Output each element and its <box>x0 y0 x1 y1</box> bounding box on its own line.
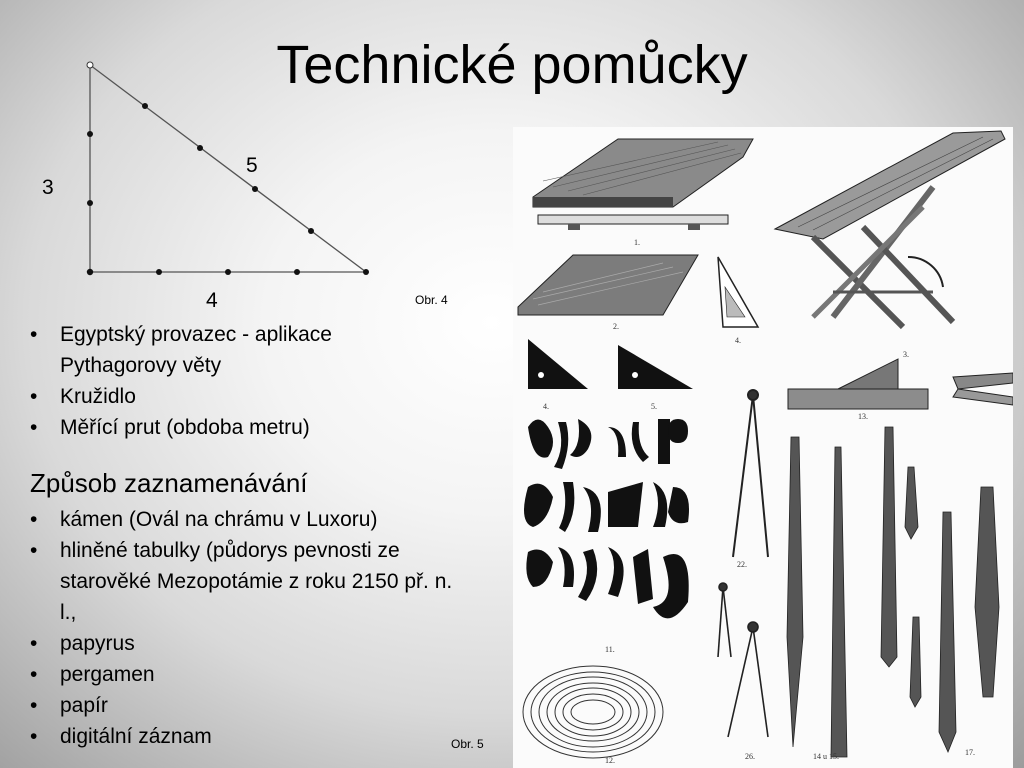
plate-label: 11. <box>605 645 615 654</box>
svg-text:4.: 4. <box>543 402 549 411</box>
ruling-pen-icon <box>787 427 999 757</box>
list-item: • kámen (Ovál na chrámu v Luxoru) <box>28 504 458 535</box>
rope-triangle-diagram <box>40 55 380 280</box>
list-item: • papyrus <box>28 628 458 659</box>
tools-list <box>28 319 408 443</box>
plate-label: 22. <box>737 560 747 569</box>
french-curve-icon <box>524 419 689 618</box>
drawing-board-icon <box>533 139 753 230</box>
plate-label: 2. <box>613 322 619 331</box>
compass-icon <box>718 583 768 737</box>
plate-label: 4. <box>735 336 741 345</box>
ruling-pen-icon <box>953 373 1013 405</box>
list-item: • papír <box>28 690 458 721</box>
plate-label: 5. <box>651 402 657 411</box>
plate-label: 1. <box>634 238 640 247</box>
recording-subheading: Způsob zaznamenávání <box>30 468 308 498</box>
plate-label: 13. <box>858 412 868 421</box>
set-square-icon <box>788 359 928 409</box>
list-item: • hliněné tabulky (půdorys pevnosti ze starověké Mezopotámie z roku 2150 př. n. l., <box>28 535 458 628</box>
triangle-side-4: 4 <box>206 289 218 312</box>
list-item: • Egyptský provazec - aplikace Pythagorovy věty <box>28 319 408 381</box>
slide-title: Technické pomůcky <box>276 35 748 95</box>
drawing-board-icon <box>518 255 698 315</box>
list-item: • digitální záznam <box>28 721 458 752</box>
plate-label: 17. <box>965 748 975 757</box>
caption-obr-4: Obr. 4 <box>415 293 448 307</box>
recording-list <box>28 504 458 752</box>
list-item: • pergamen <box>28 659 458 690</box>
spiral-curve-icon <box>523 666 663 758</box>
plate-label: 3. <box>903 350 909 359</box>
list-item: • Měřící prut (obdoba metru) <box>28 412 408 443</box>
plate-label: 26. <box>745 752 755 761</box>
set-square-icon <box>618 345 693 389</box>
triangle-side-5: 5 <box>246 154 258 177</box>
triangle-side-3: 3 <box>42 176 54 199</box>
compass-icon <box>733 390 768 557</box>
folding-trestle-icon <box>775 131 1005 327</box>
caption-obr-5: Obr. 5 <box>451 737 484 751</box>
drafting-tools-plate <box>513 127 1013 768</box>
plate-label: 12. <box>605 756 615 765</box>
list-item: • Kružidlo <box>28 381 408 412</box>
set-square-icon <box>528 339 588 389</box>
plate-label: 14 u 15. <box>813 752 839 761</box>
